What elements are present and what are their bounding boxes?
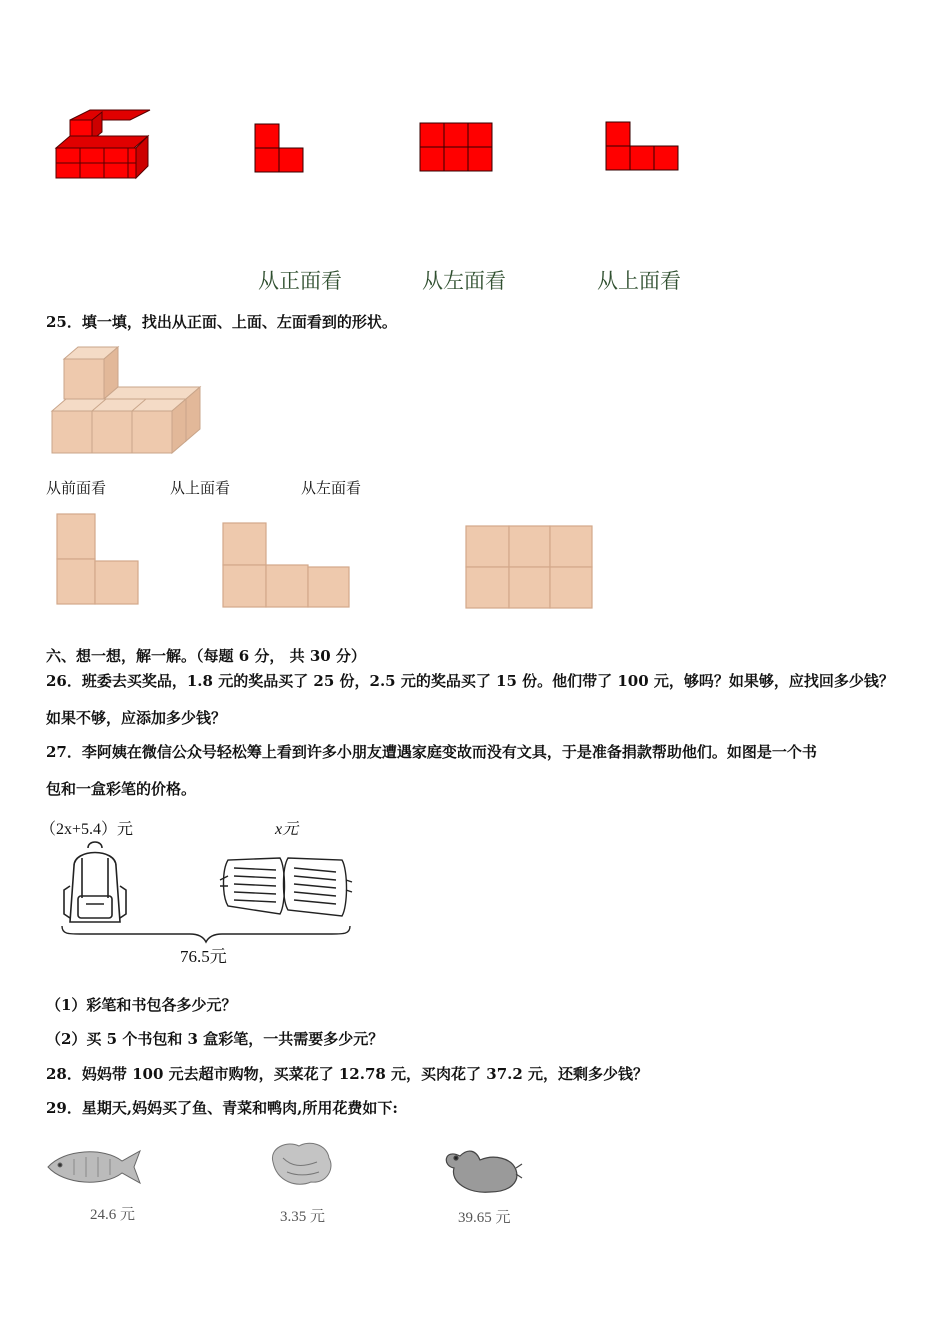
fish-icon (44, 1145, 144, 1189)
backpack-icon (60, 838, 130, 930)
q25-solid-figure (50, 345, 205, 455)
duck-icon (440, 1138, 522, 1196)
q27-line2: 包和一盒彩笔的价格。 (46, 780, 197, 798)
duck-price: 39.65 元 (458, 1210, 511, 1226)
q26-line2: 如果不够，应添加多少钱？ (46, 709, 227, 727)
q25-view-label-front: 从前面看 (46, 479, 107, 497)
q25-front-view (57, 514, 141, 608)
vegetable-icon (267, 1138, 337, 1188)
q27-sub1: （1）彩笔和书包各多少元？ (46, 996, 237, 1014)
q24-front-view (255, 124, 305, 174)
q24-view-label-left: 从左面看 (422, 269, 506, 293)
q26-line1: 26．班委去买奖品，1.8 元的奖品买了 25 份，2.5 元的奖品买了 15 份。他们带了 100 元，够吗？如果够，应找回多少钱？ (46, 672, 894, 690)
q25-left-view (466, 526, 594, 610)
q27-line1: 27．李阿姨在微信公众号轻松筹上看到许多小朋友遭遇家庭变故而没有文具，于是准备捐款帮助他们。如图是一个书 (46, 743, 817, 761)
total-price-label: 76.5元 (180, 947, 227, 966)
q25-view-label-left: 从左面看 (301, 479, 362, 497)
q29-text: 29．星期天,妈妈买了鱼、青菜和鸭肉,所用花费如下: (46, 1099, 398, 1117)
q24-view-label-front: 从正面看 (258, 269, 342, 293)
q24-view-label-top: 从上面看 (597, 269, 681, 293)
total-brace (60, 924, 352, 944)
q25-prompt: 25．填一填，找出从正面、上面、左面看到的形状。 (46, 313, 397, 331)
q25-top-view (223, 523, 351, 609)
q24-left-view (420, 123, 494, 173)
q28-text: 28．妈妈带 100 元去超市购物，买菜花了 12.78 元，买肉花了 37.2 元，还剩多少钱？ (46, 1065, 649, 1083)
pens-price-label: x元 (275, 821, 299, 838)
q25-view-label-top: 从上面看 (170, 479, 231, 497)
section-title: 六、想一想，解一解。（每题 6 分， 共 30 分） (46, 647, 366, 665)
vegetable-price: 3.35 元 (280, 1209, 326, 1225)
q27-sub2: （2）买 5 个书包和 3 盒彩笔，一共需要多少元？ (46, 1030, 384, 1048)
q24-solid-figure (50, 108, 150, 184)
q24-top-view (606, 122, 680, 172)
color-pens-icon (218, 840, 353, 925)
fish-price: 24.6 元 (90, 1207, 136, 1223)
bag-price-label: （2x+5.4）元 (40, 821, 134, 838)
